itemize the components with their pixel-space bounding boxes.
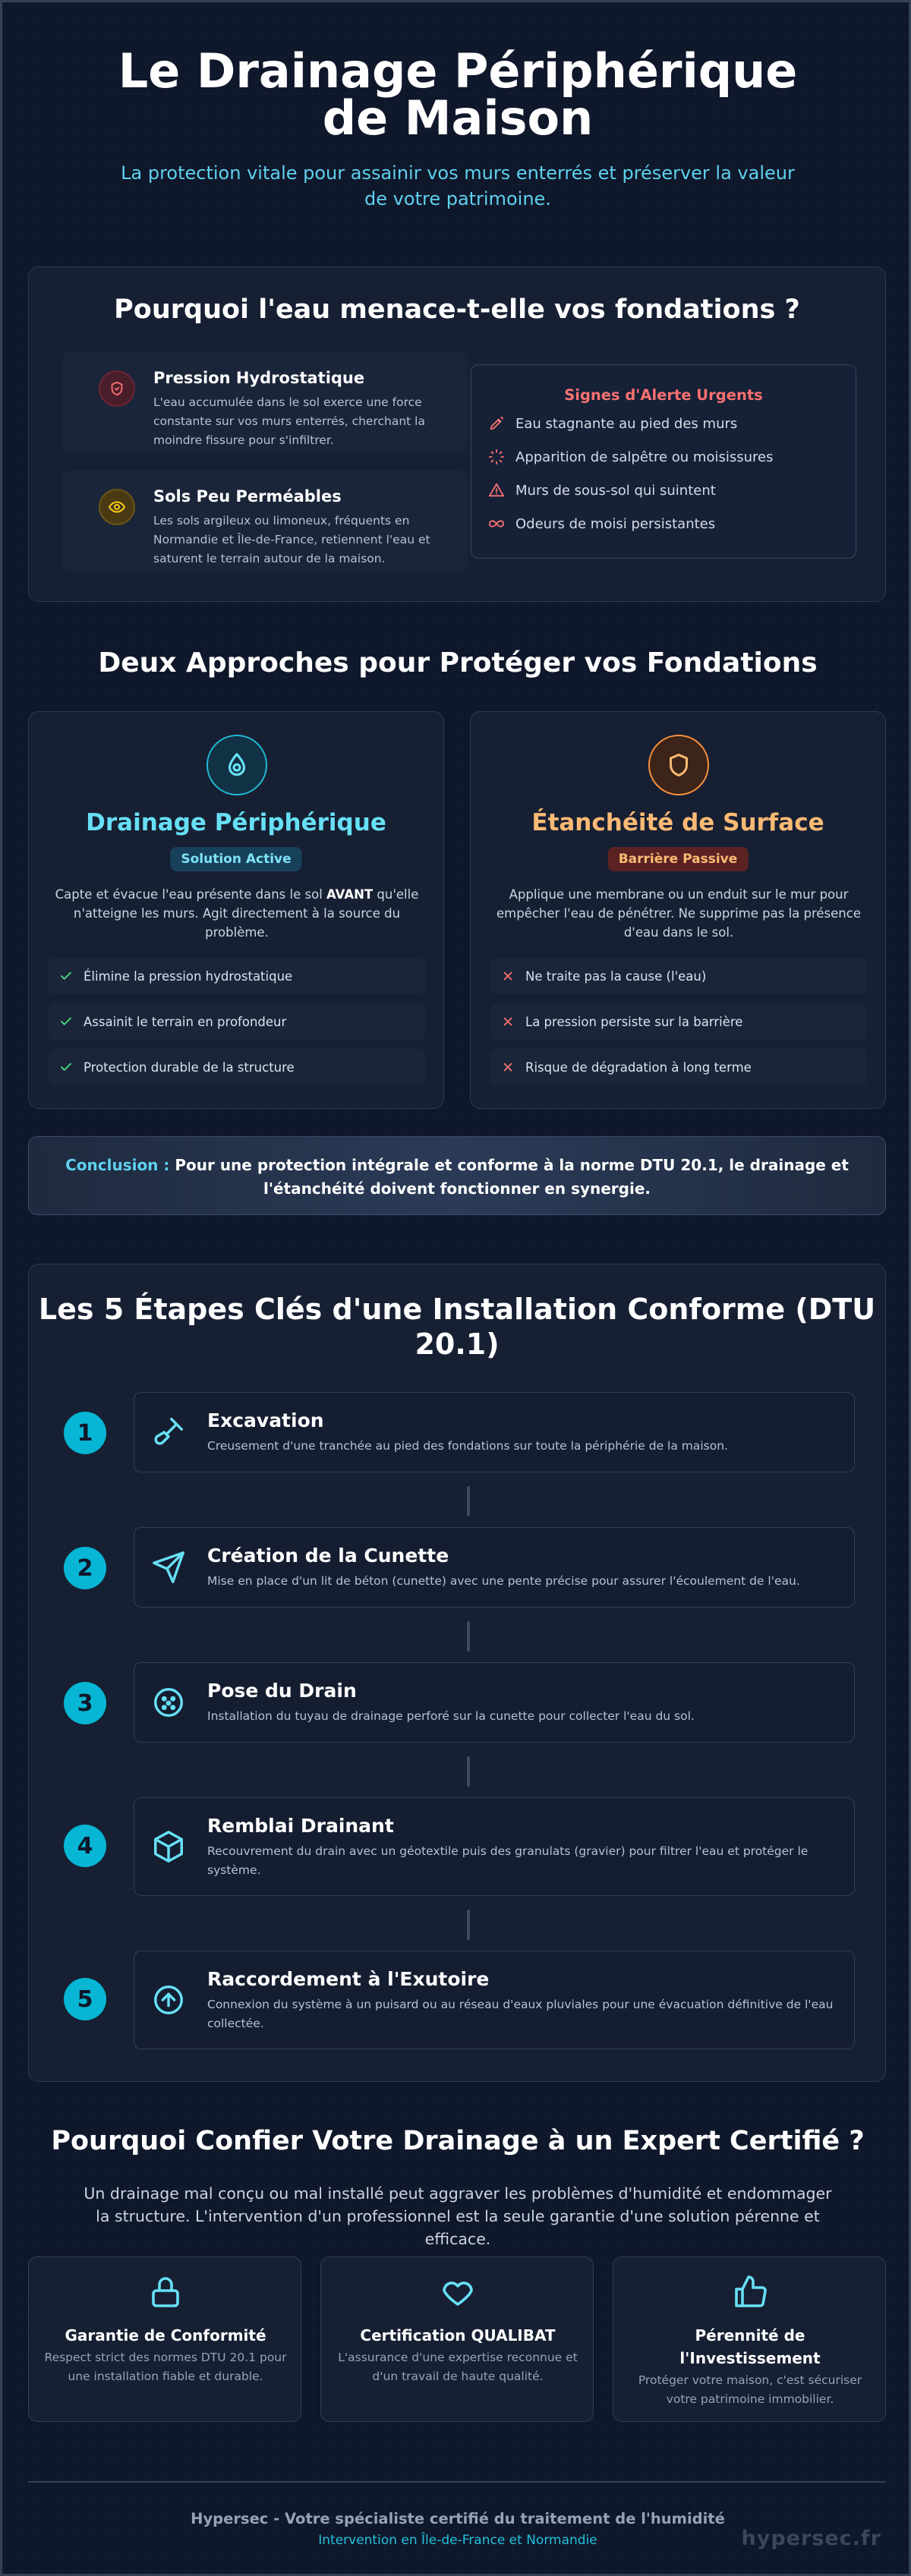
step-number: 3 — [64, 1682, 106, 1724]
approaches-title: Deux Approches pour Protéger vos Fondations — [98, 647, 818, 679]
infinity-icon — [488, 515, 505, 532]
threat-text: Les sols argileux ou limoneux, fréquents en Normandie et Île-de-France, retiennent l'eau et saturent le terrain autour de la maison. — [153, 514, 430, 565]
hero — [2, 43, 911, 212]
step-title: Pose du Drain — [207, 1680, 357, 1702]
step-text: Installation du tuyau de drainage perforé sur la cunette pour collecter l'eau du sol. — [207, 1709, 695, 1723]
alert-item — [488, 482, 716, 499]
sealing-description: Applique une membrane ou un enduit sur le mur pour empêcher l'eau de pénétrer. Ne supprime pas la présence d'eau dans le sol. — [496, 887, 861, 940]
benefit-item: Élimine la pression hydrostatique — [49, 958, 425, 994]
step-card-backfill — [134, 1797, 855, 1896]
step-title: Création de la Cunette — [207, 1545, 449, 1567]
benefit-item: Assainit le terrain en profondeur — [49, 1003, 425, 1040]
expert-card-text: Respect strict des normes DTU 20.1 pour une installation fiable et durable. — [44, 2351, 287, 2383]
expert-card-text: L'assurance d'une expertise reconnue et d'un travail de haute qualité. — [338, 2351, 578, 2383]
status-badge: Barrière Passive — [608, 847, 749, 871]
step-text: Mise en place d'un lit de béton (cunette) avec une pente précise pour assurer l'écoulement de l'eau. — [207, 1574, 800, 1588]
lock-icon — [147, 2274, 184, 2310]
steps-section — [28, 1264, 886, 2082]
expert-intro: Un drainage mal conçu ou mal installé peut aggraver les problèmes d'humidité et endommager la structure. L'intervention d'un professionnel est la seule garantie d'une solution pérenne et efficace. — [84, 2184, 832, 2248]
eye-icon — [99, 489, 135, 525]
page-subtitle: La protection vitale pour assainir vos murs enterrés et préserver la valeur de votre patrimoine. — [121, 162, 795, 209]
benefit-item: Protection durable de la structure — [49, 1049, 425, 1085]
heart-icon — [440, 2274, 476, 2310]
shield-icon — [99, 370, 135, 407]
step-connector — [467, 1621, 470, 1652]
threat-card-hydrostatic — [62, 352, 468, 452]
step-connector — [467, 1756, 470, 1787]
footer-divider — [28, 2481, 886, 2483]
x-icon — [501, 1060, 515, 1074]
status-badge: Solution Active — [170, 847, 301, 871]
step-title: Raccordement à l'Exutoire — [207, 1968, 490, 1990]
footer-region: Intervention en Île-de-France et Normandie — [318, 2533, 597, 2548]
alerts-title: Signes d'Alerte Urgents — [564, 386, 763, 404]
step-number: 5 — [64, 1978, 106, 2020]
shovel-icon — [151, 1415, 186, 1450]
drainage-description: Capte et évacue l'eau présente dans le sol AVANT qu'elle n'atteigne les murs. Agit directement à la source du problème. — [55, 887, 419, 940]
step-card-cunette — [134, 1527, 855, 1608]
pipe-dots-icon — [151, 1685, 186, 1720]
x-icon — [501, 1015, 515, 1028]
expert-card-title: Certification QUALIBAT — [360, 2326, 556, 2345]
step-text: Connexion du système à un puisard ou au réseau d'eaux pluviales pour une évacuation définitive de l'eau collectée. — [207, 1998, 834, 2030]
expert-card-title: Garantie de Conformité — [65, 2326, 266, 2345]
expert-card-text: Protéger votre maison, c'est sécuriser votre patrimoine immobilier. — [638, 2373, 862, 2406]
sealing-card — [470, 711, 886, 1109]
threat-text: L'eau accumulée dans le sol exerce une force constante sur vos murs enterrés, cherchant la moindre fissure pour s'infiltrer. — [153, 395, 425, 447]
steps-title: Les 5 Étapes Clés d'une Installation Conforme (DTU 20.1) — [38, 1293, 876, 1361]
conclusion-banner — [28, 1136, 886, 1215]
alert-item — [488, 449, 773, 465]
loader-icon — [488, 449, 505, 465]
shield-icon — [648, 735, 709, 795]
expert-title: Pourquoi Confier Votre Drainage à un Expert Certifié ? — [51, 2126, 865, 2156]
drainage-card — [28, 711, 444, 1109]
check-icon — [59, 1060, 73, 1074]
conclusion-text: Conclusion : Pour une protection intégrale et conforme à la norme DTU 20.1, le drainage et l'étanchéité doivent fonctionner en synergie. — [65, 1156, 849, 1198]
threats-title: Pourquoi l'eau menace-t-elle vos fondations ? — [114, 294, 800, 325]
drawback-item: Ne traite pas la cause (l'eau) — [490, 958, 867, 994]
drop-target-icon — [206, 735, 267, 795]
alert-text: Odeurs de moisi persistantes — [515, 515, 716, 532]
step-text: Recouvrement du drain avec un géotextile puis des granulats (gravier) pour filtrer l'eau et protéger le système. — [207, 1844, 809, 1877]
step-title: Remblai Drainant — [207, 1815, 394, 1837]
check-icon — [59, 1015, 73, 1028]
step-title: Excavation — [207, 1409, 324, 1431]
arrow-up-circle-icon — [151, 1982, 186, 2017]
x-icon — [501, 969, 515, 983]
page-title: Le Drainage Périphérique de Maison — [118, 43, 798, 146]
alert-item — [488, 415, 737, 432]
alert-text: Murs de sous-sol qui suintent — [515, 482, 716, 499]
threat-card-soil — [62, 471, 468, 571]
send-icon — [151, 1550, 186, 1585]
step-connector — [467, 1910, 470, 1940]
step-card-excavation — [134, 1392, 855, 1472]
check-icon — [59, 969, 73, 983]
drawback-item: Risque de dégradation à long terme — [490, 1049, 867, 1085]
expert-card-title: Pérennité de l'Investissement — [679, 2326, 821, 2367]
urgent-alerts-box — [471, 364, 856, 559]
step-number: 1 — [64, 1412, 106, 1454]
footer-brand: Hypersec - Votre spécialiste certifié du traitement de l'humidité — [191, 2510, 725, 2527]
alert-item — [488, 515, 715, 532]
alert-text: Eau stagnante au pied des murs — [515, 415, 738, 432]
droplet-pen-icon — [488, 415, 505, 432]
step-text: Creusement d'une tranchée au pied des fondations sur toute la périphérie de la maison. — [207, 1439, 728, 1453]
step-card-outlet — [134, 1951, 855, 2049]
thumbs-up-icon — [732, 2274, 768, 2310]
drainage-title: Drainage Périphérique — [86, 809, 386, 836]
expert-card-qualibat — [320, 2256, 594, 2422]
step-number: 4 — [64, 1825, 106, 1867]
threat-title: Sols Peu Perméables — [153, 487, 342, 505]
site-watermark: hypersec.fr — [741, 2527, 881, 2550]
step-number: 2 — [64, 1547, 106, 1589]
sealing-title: Étanchéité de Surface — [531, 809, 824, 836]
step-connector — [467, 1486, 470, 1516]
step-card-drain — [134, 1662, 855, 1743]
threats-section — [28, 266, 886, 602]
expert-card-durability — [613, 2256, 886, 2422]
threat-title: Pression Hydrostatique — [153, 369, 365, 387]
expert-card-conformity — [28, 2256, 301, 2422]
alert-text: Apparition de salpêtre ou moisissures — [515, 449, 774, 465]
drawback-item: La pression persiste sur la barrière — [490, 1003, 867, 1040]
warning-icon — [488, 482, 505, 499]
box-icon — [151, 1829, 186, 1864]
